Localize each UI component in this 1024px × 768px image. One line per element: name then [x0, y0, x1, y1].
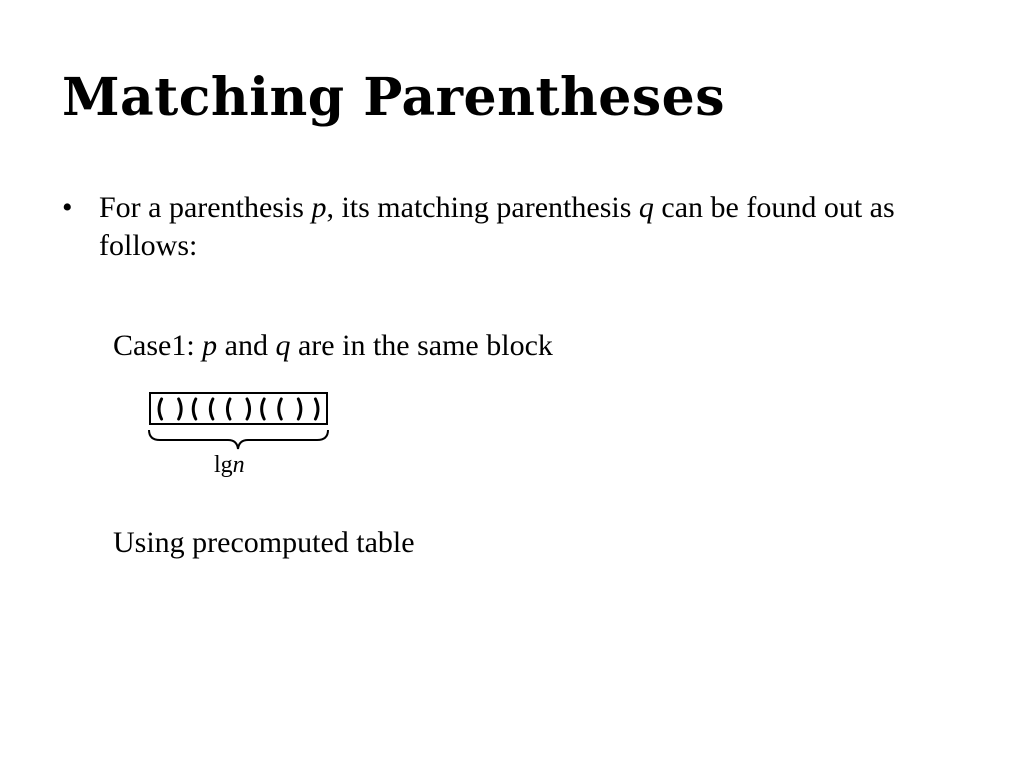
brace-label — [214, 451, 245, 479]
case1-line — [113, 327, 553, 365]
case1-variable-q: q — [275, 329, 291, 362]
bullet-text-part-1: For a parenthesis — [99, 191, 312, 224]
open-parenthesis — [159, 399, 162, 419]
open-parenthesis — [227, 399, 230, 419]
close-parenthesis — [179, 399, 182, 419]
bullet-text-part-2: , its matching parenthesis — [326, 191, 639, 224]
brace-label-variable-n: n — [232, 452, 245, 478]
open-parenthesis — [193, 399, 196, 419]
close-parenthesis — [247, 399, 250, 419]
method-text: Using precomputed table — [113, 526, 415, 559]
case1-rest: are in the same block — [290, 329, 553, 362]
curly-brace — [149, 430, 328, 449]
bullet-marker: • — [62, 191, 73, 224]
block-diagram-svg — [146, 390, 332, 450]
open-parenthesis — [210, 399, 213, 419]
close-parenthesis — [315, 399, 318, 419]
case1-label: Case1: — [113, 329, 203, 362]
open-parenthesis — [279, 399, 282, 419]
case1-and: and — [217, 329, 276, 362]
case1-variable-p: p — [202, 329, 218, 362]
close-parenthesis — [298, 399, 301, 419]
parenthesis-sequence — [159, 399, 318, 419]
slide-title: Matching Parentheses — [62, 67, 725, 128]
brace-label-prefix: lg — [214, 452, 233, 478]
variable-q: q — [638, 191, 654, 224]
bullet-text-part-3: can be found out as follows: — [99, 191, 895, 262]
variable-p: p — [311, 191, 327, 224]
bullet-text — [99, 189, 939, 265]
block-diagram — [146, 390, 332, 482]
open-parenthesis — [262, 399, 265, 419]
